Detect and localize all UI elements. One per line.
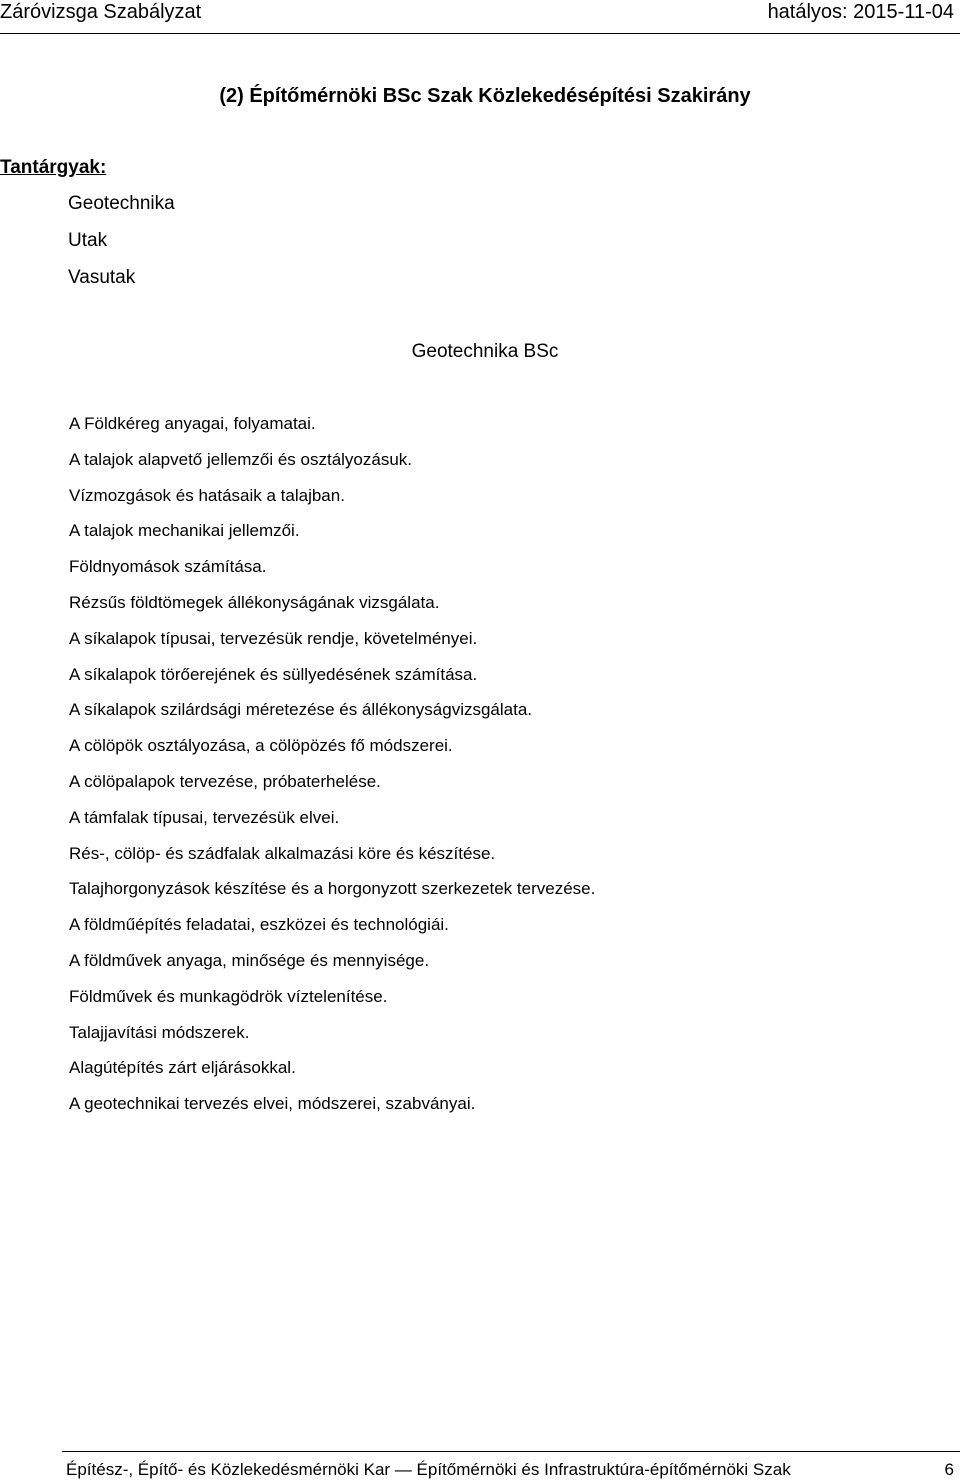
header-divider	[0, 33, 960, 34]
header-document-title: Záróvizsga Szabályzat	[0, 1, 202, 23]
topic-text: Alagútépítés zárt eljárásokkal.	[69, 1058, 296, 1078]
topic-text: Földművek és munkagödrök víztelenítése.	[69, 986, 388, 1006]
topic-text: Talajhorgonyzások készítése és a horgonyzott szerkezetek tervezése.	[69, 879, 596, 899]
topic-text: Vízmozgások és hatásaik a talajban.	[69, 485, 345, 505]
page-header	[0, 0, 960, 28]
section-title: Geotechnika BSc	[411, 341, 559, 362]
topic-text: A földműépítés feladatai, eszközei és technológiái.	[69, 915, 449, 935]
topic-text: A Földkéreg anyagai, folyamatai.	[69, 414, 316, 433]
topic-text: A síkalapok típusai, tervezésük rendje, követelményei.	[69, 628, 478, 648]
subjects-list	[68, 192, 175, 303]
topic-text: A támfalak típusai, tervezésük elvei.	[69, 807, 340, 827]
topic-text: Földnyomások számítása.	[69, 557, 267, 577]
header-effective-date: hatályos: 2015-11-04	[767, 1, 954, 23]
page-title: (2) Építőmérnöki BSc Szak Közlekedésépítési Szakirány	[219, 85, 751, 107]
topic-text: A síkalapok törőerejének és süllyedésének számítása.	[69, 664, 478, 684]
topic-text: Rézsűs földtömegek állékonyságának vizsgálata.	[69, 592, 440, 612]
page-number: 6	[944, 1460, 954, 1479]
topic-text: A cölöpök osztályozása, a cölöpözés fő módszerei.	[69, 736, 453, 756]
subjects-heading: Tantárgyak:	[0, 157, 107, 178]
footer-divider	[62, 1451, 960, 1452]
topic-text: A földművek anyaga, minősége és mennyisége.	[69, 950, 430, 970]
topic-text: A talajok mechanikai jellemzői.	[69, 521, 300, 541]
topic-text: A geotechnikai tervezés elvei, módszerei, szabványai.	[69, 1094, 476, 1114]
topic-text: A cölöpalapok tervezése, próbaterhelése.	[69, 771, 381, 791]
footer-faculty-text: Építész-, Építő- és Közlekedésmérnöki Kar — Építőmérnöki és Infrastruktúra-építőmérnöki Szak	[66, 1460, 791, 1479]
topic-text: Talajjavítási módszerek.	[69, 1022, 250, 1042]
topic-text: A talajok alapvető jellemzői és osztályozásuk.	[69, 449, 413, 469]
subject-item: Utak	[68, 230, 108, 251]
subject-item: Geotechnika	[68, 193, 175, 214]
subject-item: Vasutak	[68, 267, 136, 288]
topic-text: Rés-, cölöp- és szádfalak alkalmazási köre és készítése.	[69, 843, 496, 863]
topic-text: A síkalapok szilárdsági méretezése és állékonyságvizsgálata.	[69, 700, 533, 720]
